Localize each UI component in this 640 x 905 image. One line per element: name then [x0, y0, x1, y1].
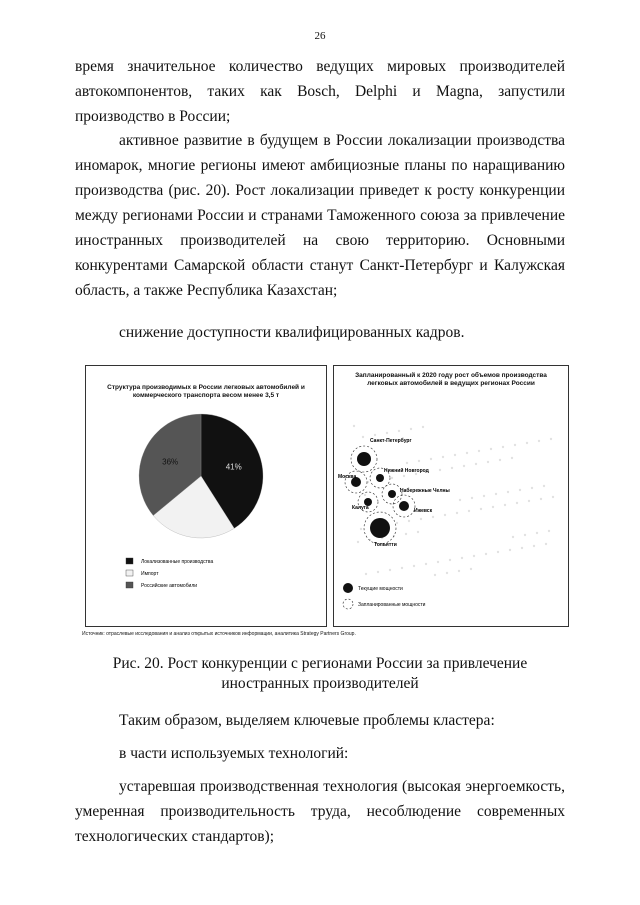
background-dot	[533, 545, 535, 547]
pie-chart-panel	[85, 365, 327, 627]
paragraph-text: устаревшая производственная технология (высокая энергоемкость, умеренная производительность труда, несоблюдение современных технологических стандартов);	[75, 778, 565, 845]
background-dot	[514, 444, 516, 446]
background-dot	[439, 469, 441, 471]
background-dot	[456, 512, 458, 514]
background-dot	[425, 563, 427, 565]
background-dot	[408, 520, 410, 522]
background-dot	[449, 559, 451, 561]
background-dot	[391, 477, 393, 479]
background-dot	[422, 426, 424, 428]
background-dot	[552, 496, 554, 498]
background-dot	[483, 495, 485, 497]
background-dot	[417, 531, 419, 533]
background-dot	[442, 456, 444, 458]
background-dot	[432, 516, 434, 518]
legend-swatch	[126, 558, 133, 564]
background-dot	[512, 536, 514, 538]
bubble-label: Набережные Челны	[400, 488, 450, 494]
background-dot	[540, 498, 542, 500]
background-dot	[516, 502, 518, 504]
paragraphs-bottom	[75, 708, 565, 849]
background-dot	[437, 561, 439, 563]
background-dot	[401, 567, 403, 569]
figure-20	[70, 365, 570, 645]
background-dot	[468, 510, 470, 512]
background-dot	[490, 448, 492, 450]
current-capacity-bubble	[357, 452, 371, 466]
current-capacity-bubble	[399, 501, 409, 511]
background-dot	[403, 475, 405, 477]
background-dot	[362, 436, 364, 438]
background-dot	[473, 555, 475, 557]
background-dot	[374, 434, 376, 436]
background-dot	[444, 514, 446, 516]
bubble-label: Ижевск	[414, 508, 433, 514]
background-dot	[406, 462, 408, 464]
background-dot	[418, 460, 420, 462]
bubble-label: Санкт-Петербург	[370, 438, 412, 444]
background-dot	[446, 572, 448, 574]
page-number: 26	[314, 30, 326, 42]
caption-line-2: иностранных производителей	[221, 675, 419, 692]
background-dot	[475, 463, 477, 465]
background-dot	[364, 494, 366, 496]
background-dot	[365, 573, 367, 575]
current-capacity-bubble	[376, 474, 384, 482]
paragraph-bullet-1	[75, 54, 565, 129]
background-dot	[550, 438, 552, 440]
background-dot	[538, 440, 540, 442]
background-dot	[470, 568, 472, 570]
background-dot	[459, 499, 461, 501]
background-dot	[458, 570, 460, 572]
legend-swatch	[126, 582, 133, 588]
background-dot	[536, 532, 538, 534]
pie-slice-label: 36%	[162, 457, 179, 467]
pie-chart-title: Структура производимых в России легковых автомобилей и коммерческого транспорта весом менее 3,5 т	[107, 384, 305, 399]
legend-current-marker	[343, 583, 353, 593]
background-dot	[471, 497, 473, 499]
background-dot	[497, 551, 499, 553]
bubble-label: Нижний Новгород	[384, 468, 429, 474]
bubble-label: Москва	[338, 474, 357, 480]
background-dot	[461, 557, 463, 559]
background-dot	[524, 534, 526, 536]
background-dot	[478, 450, 480, 452]
background-dot	[398, 430, 400, 432]
background-dot	[454, 454, 456, 456]
current-capacity-bubble	[388, 490, 396, 498]
legend-label: Импорт	[141, 571, 159, 577]
background-dot	[386, 432, 388, 434]
background-dot	[410, 428, 412, 430]
legend-swatch	[126, 570, 133, 576]
background-dot	[377, 571, 379, 573]
background-dot	[463, 465, 465, 467]
pie-slice-label: 41%	[225, 462, 242, 472]
legend-label: Текущие мощности	[358, 586, 403, 592]
background-dot	[492, 506, 494, 508]
background-dot	[504, 504, 506, 506]
background-dot	[502, 446, 504, 448]
background-dot	[389, 569, 391, 571]
background-dot	[420, 518, 422, 520]
paragraph-bullet-2	[75, 128, 565, 303]
background-dot	[413, 565, 415, 567]
background-dot	[495, 493, 497, 495]
caption-line-1: Рис. 20. Рост конкуренции с регионами России за привлечение	[112, 655, 528, 672]
background-dot	[545, 543, 547, 545]
paragraph-text: в части используемых технологий:	[119, 745, 349, 762]
bubble-chart	[334, 366, 568, 626]
background-dot	[499, 459, 501, 461]
background-dot	[357, 541, 359, 543]
background-dot	[466, 452, 468, 454]
bubble-label: Тольятти	[374, 542, 397, 548]
background-dot	[548, 530, 550, 532]
background-dot	[396, 522, 398, 524]
background-dot	[521, 547, 523, 549]
background-dot	[543, 485, 545, 487]
paragraph-text: Таким образом, выделяем ключевые проблемы кластера:	[119, 712, 495, 729]
background-dot	[487, 461, 489, 463]
background-dot	[405, 533, 407, 535]
background-dot	[507, 491, 509, 493]
legend-planned-marker	[343, 599, 353, 609]
background-dot	[480, 508, 482, 510]
legend-label: Локализованные производства	[141, 559, 214, 565]
background-dot	[519, 489, 521, 491]
background-dot	[485, 553, 487, 555]
current-capacity-bubble	[370, 518, 390, 538]
bubble-chart-title: Запланированный к 2020 году рост объемов производства легковых автомобилей в ведущих регионах России	[355, 372, 547, 387]
background-dot	[528, 500, 530, 502]
bubble-label: Калуга	[352, 505, 369, 511]
bubble-chart-panel	[333, 365, 569, 627]
background-dot	[509, 549, 511, 551]
paragraph-bullet-3	[75, 320, 565, 345]
paragraph-text: время значительное количество ведущих мировых производителей автокомпонентов, таких как Bosch, Delphi и Magna, запустили производство в России;	[75, 58, 565, 125]
background-dot	[526, 442, 528, 444]
legend-label: Российские автомобили	[141, 583, 198, 589]
background-dot	[360, 528, 362, 530]
paragraph-text: активное развитие в будущем в России локализации производства иномарок, многие регионы имеют амбициозные планы по наращиванию производства (рис. 20). Рост локализации приведет к росту конкуренции между регионами России и странами Таможенного союза за привлечение иностранных производителей на свою территорию. Основными конкурентами Самарской области станут Санкт-Петербург и Калужская область, а также Республика Казахстан;	[75, 132, 565, 299]
background-dot	[430, 458, 432, 460]
background-dot	[434, 574, 436, 576]
figure-caption	[0, 654, 640, 694]
paragraph-text: снижение доступности квалифицированных кадров.	[119, 324, 465, 341]
background-dot	[353, 425, 355, 427]
background-dot	[511, 457, 513, 459]
figure-source-note: Источник: отраслевые исследования и анализ открытых источников информации, аналитика Strategy Partners Group.	[82, 631, 356, 637]
legend-label: Запланированные мощности	[358, 602, 426, 608]
background-dot	[451, 467, 453, 469]
pie-chart	[86, 366, 326, 626]
background-dot	[531, 487, 533, 489]
